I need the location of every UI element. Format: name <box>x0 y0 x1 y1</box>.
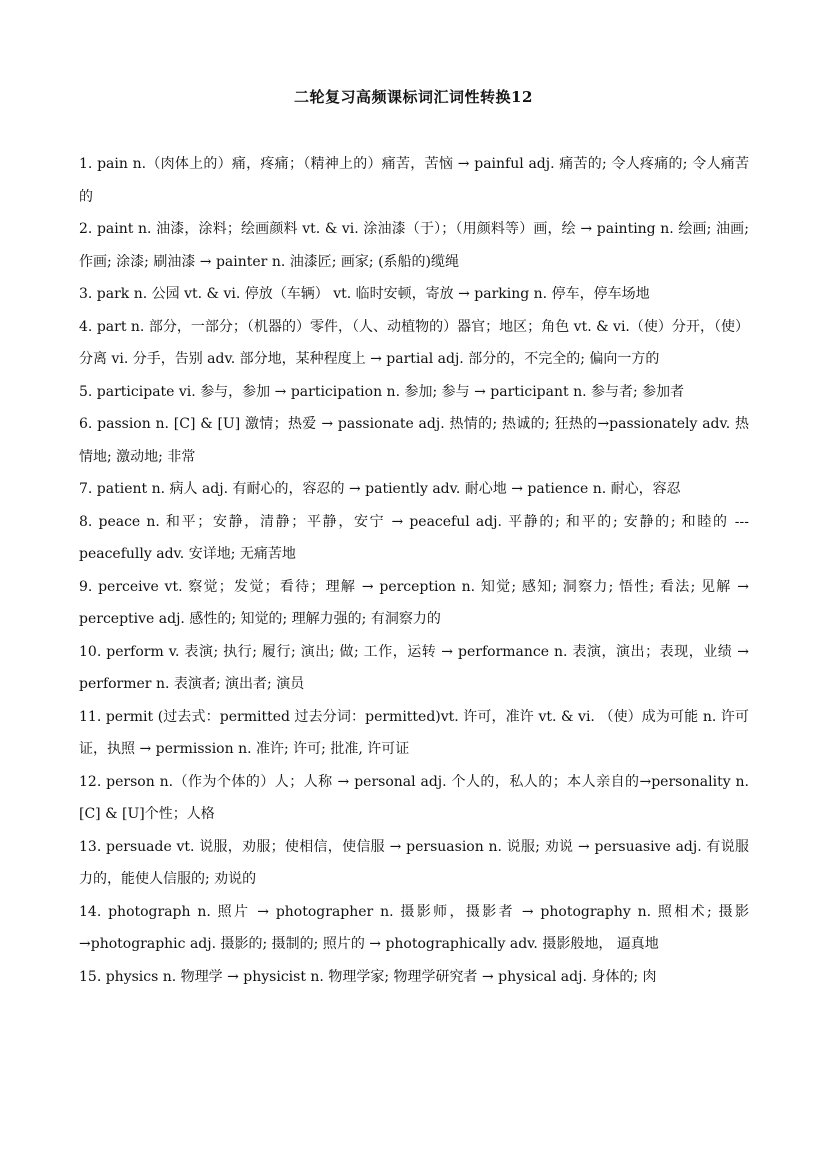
vocab-entry: 9. perceive vt. 察觉；发觉；看待；理解 → perception n. 知觉; 感知; 洞察力; 悟性; 看法; 见解 → perceptive adj. 感性的; 知觉的; 理解力强的; 有洞察力的 <box>79 578 749 627</box>
vocab-entry: 6. passion n. [C] & [U] 激情；热爱 → passionate adj. 热情的; 热诚的; 狂热的→passionately adv. 热情地; 激动地; 非常 <box>79 416 749 465</box>
vocab-entry: 8. peace n. 和平；安静，清静；平静，安宁 → peaceful adj. 平静的; 和平的; 安静的; 和睦的 --- peacefully adv. 安详地; 无痛苦地 <box>79 513 749 562</box>
vocab-entry: 14. photograph n. 照片 → photographer n. 摄影师，摄影者 → photography n. 照相术; 摄影→photographic adj. 摄影的; 摄制的; 照片的 → photographically adv. 摄影般地， 逼真地 <box>79 903 749 952</box>
vocab-entry: 4. part n. 部分，一部分；（机器的）零件，（人、动植物的）器官；地区；角色 vt. & vi.（使）分开，（使）分离 vi. 分手，告别 adv. 部分地，某种程度上 → partial adj. 部分的，不完全的; 偏向一方的 <box>79 318 749 367</box>
vocab-entry: 5. participate vi. 参与，参加 → participation n. 参加; 参与 → participant n. 参与者; 参加者 <box>79 383 685 400</box>
vocab-entry: 15. physics n. 物理学 → physicist n. 物理学家; 物理学研究者 → physical adj. 身体的; 肉 <box>79 968 657 985</box>
document-title: 二轮复习高频课标词汇词性转换12 <box>294 88 533 106</box>
vocab-entry: 13. persuade vt. 说服，劝服；使相信，使信服 → persuasion n. 说服; 劝说 → persuasive adj. 有说服力的，能使人信服的; 劝说的 <box>79 838 749 887</box>
vocab-entry: 12. person n.（作为个体的）人；人称 → personal adj. 个人的，私人的；本人亲自的→personality n. [C] & [U]个性；人格 <box>79 773 749 822</box>
vocab-entry: 1. pain n.（肉体上的）痛，疼痛；（精神上的）痛苦，苦恼 → painful adj. 痛苦的; 令人疼痛的; 令人痛苦的 <box>79 156 749 205</box>
vocabulary-list <box>79 148 749 993</box>
vocab-entry: 3. park n. 公园 vt. & vi. 停放（车辆） vt. 临时安顿，寄放 → parking n. 停车，停车场地 <box>79 286 650 302</box>
vocab-entry: 11. permit (过去式：permitted 过去分词：permitted)vt. 许可，准许 vt. & vi. （使）成为可能 n. 许可证，执照 → permission n. 准许; 许可; 批准, 许可证 <box>79 708 749 757</box>
vocab-entry: 7. patient n. 病人 adj. 有耐心的，容忍的 → patiently adv. 耐心地 → patience n. 耐心，容忍 <box>79 481 681 497</box>
vocab-entry: 2. paint n. 油漆，涂料；绘画颜料 vt. & vi. 涂油漆（于）；（用颜料等）画，绘 → painting n. 绘画; 油画; 作画; 涂漆; 刷油漆 → painter n. 油漆匠; 画家; (系船的)缆绳 <box>79 221 749 270</box>
vocab-entry: 10. perform v. 表演; 执行; 履行; 演出; 做; 工作，运转 → performance n. 表演，演出；表现，业绩 → performer n. 表演者; 演出者; 演员 <box>79 643 749 692</box>
